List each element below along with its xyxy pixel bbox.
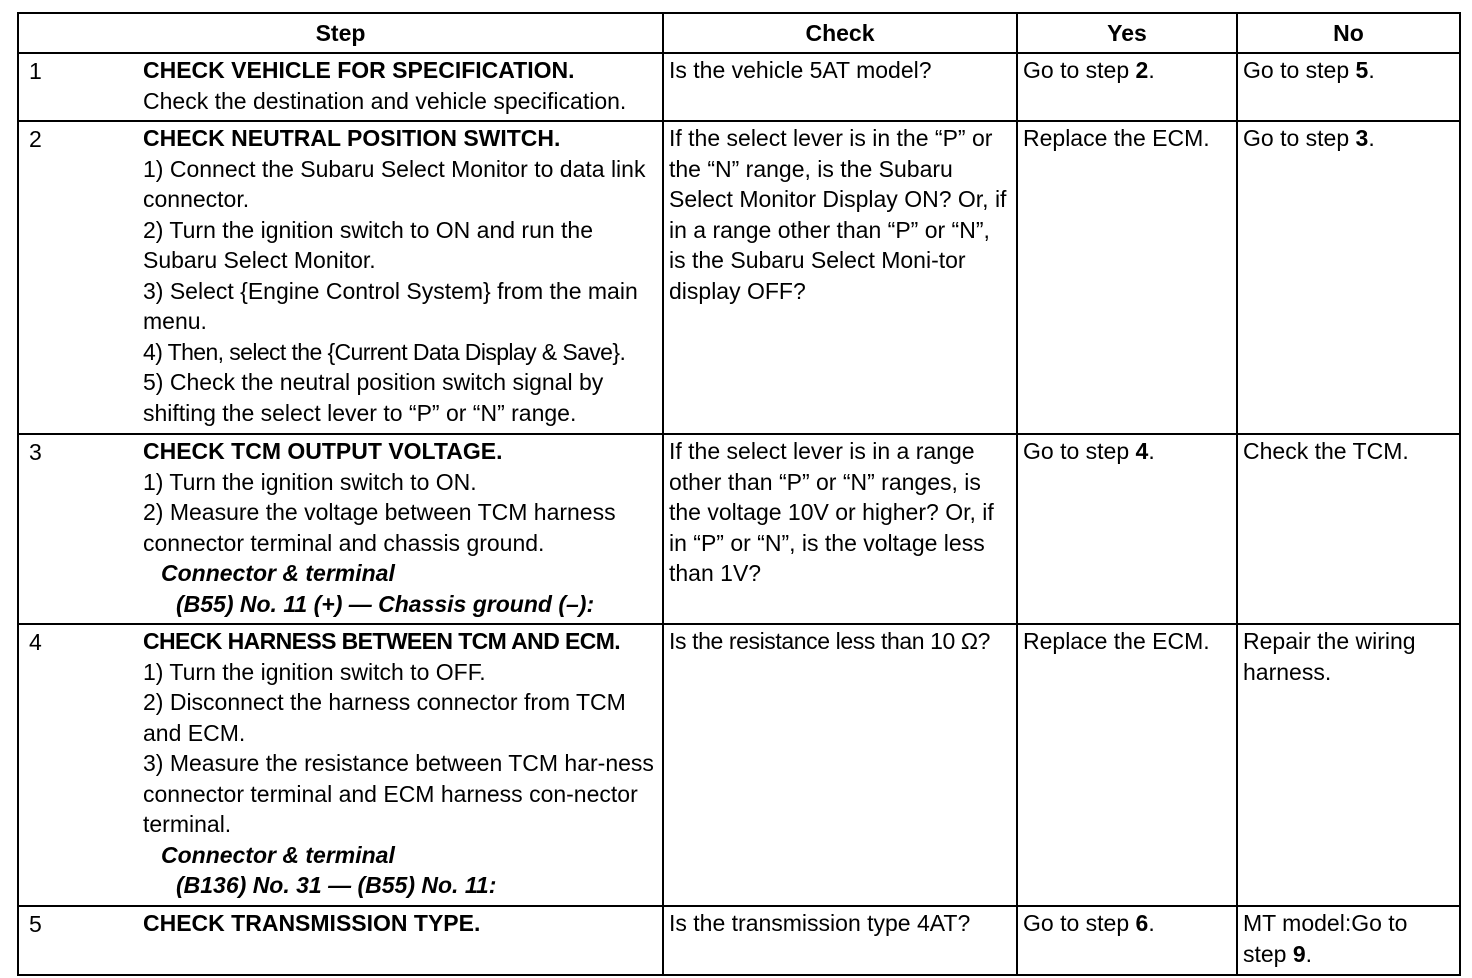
step-cell	[18, 434, 663, 624]
header-yes: Yes	[1017, 13, 1237, 53]
step-number: 1	[29, 58, 42, 84]
table-row	[18, 121, 1460, 434]
step-instruction: 3) Measure the resistance between TCM har-ness connector terminal and ECM harness con-nector terminal.	[143, 750, 654, 837]
step-cell	[18, 53, 663, 121]
step-instruction: Check the destination and vehicle specification.	[143, 87, 627, 114]
no-text: MT model:Go to step	[1243, 910, 1408, 967]
no-step-ref: 5	[1355, 57, 1369, 83]
yes-cell	[1017, 906, 1237, 975]
step-title: CHECK NEUTRAL POSITION SWITCH.	[143, 125, 561, 151]
no-suffix: .	[1305, 940, 1313, 967]
no-cell: Repair the wiring harness.	[1237, 624, 1460, 906]
no-cell	[1237, 906, 1460, 975]
step-number: 2	[29, 126, 42, 152]
yes-text: Go to step	[1023, 910, 1136, 936]
yes-text: Go to step	[1023, 57, 1136, 83]
yes-suffix: .	[1148, 438, 1155, 464]
yes-cell: Replace the ECM.	[1017, 624, 1237, 906]
no-suffix: .	[1368, 125, 1375, 151]
no-text: Go to step	[1243, 57, 1356, 83]
step-title: CHECK HARNESS BETWEEN TCM AND ECM.	[143, 628, 621, 654]
step-number: 5	[29, 911, 42, 937]
table-row	[18, 624, 1460, 906]
no-step-ref: 9	[1292, 940, 1306, 967]
check-cell: If the select lever is in the “P” or the “N” range, is the Subaru Select Monitor Display ON? Or, if in a range other than “P” or “N”, is the Subaru Select Moni-tor display OFF?	[663, 121, 1017, 434]
step-instruction: 1) Connect the Subaru Select Monitor to data link connector.	[143, 155, 646, 212]
table-row	[18, 434, 1460, 624]
yes-suffix: .	[1148, 57, 1155, 83]
no-cell: Check the TCM.	[1237, 434, 1460, 624]
no-text: Go to step	[1243, 125, 1356, 151]
connector-terminal-label: Connector & terminal	[161, 841, 395, 868]
yes-cell	[1017, 53, 1237, 121]
table-header-row	[18, 13, 1460, 53]
check-cell: Is the resistance less than 10 Ω?	[663, 624, 1017, 906]
step-instruction: 3) Select {Engine Control System} from the main menu.	[143, 277, 638, 334]
connector-terminal-value: (B55) No. 11 (+) — Chassis ground (–):	[176, 590, 595, 617]
step-cell	[18, 624, 663, 906]
check-cell: Is the vehicle 5AT model?	[663, 53, 1017, 121]
check-cell: Is the transmission type 4AT?	[663, 906, 1017, 975]
yes-cell	[1017, 434, 1237, 624]
table-row	[18, 906, 1460, 975]
no-cell	[1237, 121, 1460, 434]
step-number: 3	[29, 439, 42, 465]
yes-step-ref: 4	[1135, 438, 1149, 464]
yes-cell: Replace the ECM.	[1017, 121, 1237, 434]
check-cell: If the select lever is in a range other than “P” or “N” ranges, is the voltage 10V or higher? Or, if in “P” or “N”, is the voltage less than 1V?	[663, 434, 1017, 624]
no-suffix: .	[1368, 57, 1375, 83]
step-instruction: 1) Turn the ignition switch to ON.	[143, 468, 477, 495]
step-instruction: 4) Then, select the {Current Data Display & Save}.	[143, 338, 626, 365]
yes-step-ref: 6	[1135, 910, 1149, 936]
step-instruction: 2) Measure the voltage between TCM harness connector terminal and chassis ground.	[143, 499, 616, 556]
connector-terminal-value: (B136) No. 31 — (B55) No. 11:	[176, 872, 497, 898]
connector-terminal-label: Connector & terminal	[161, 560, 395, 586]
step-instruction: 1) Turn the ignition switch to OFF.	[143, 658, 486, 685]
header-no: No	[1237, 13, 1460, 53]
step-instruction: 2) Turn the ignition switch to ON and run the Subaru Select Monitor.	[143, 216, 594, 273]
header-step: Step	[18, 13, 663, 53]
step-title: CHECK TRANSMISSION TYPE.	[143, 910, 481, 936]
step-title: CHECK TCM OUTPUT VOLTAGE.	[143, 438, 503, 464]
header-check: Check	[663, 13, 1017, 53]
yes-step-ref: 2	[1135, 57, 1149, 83]
step-instruction: 5) Check the neutral position switch signal by shifting the select lever to “P” or “N” range.	[143, 369, 604, 426]
step-title: CHECK VEHICLE FOR SPECIFICATION.	[143, 57, 575, 83]
step-instruction: 2) Disconnect the harness connector from TCM and ECM.	[143, 689, 626, 746]
yes-text: Go to step	[1023, 438, 1136, 464]
no-step-ref: 3	[1355, 125, 1369, 151]
step-cell	[18, 906, 663, 975]
table-row	[18, 53, 1460, 121]
yes-suffix: .	[1148, 910, 1155, 936]
diagnostic-table	[17, 12, 1461, 976]
step-number: 4	[29, 629, 42, 655]
step-cell	[18, 121, 663, 434]
no-cell	[1237, 53, 1460, 121]
